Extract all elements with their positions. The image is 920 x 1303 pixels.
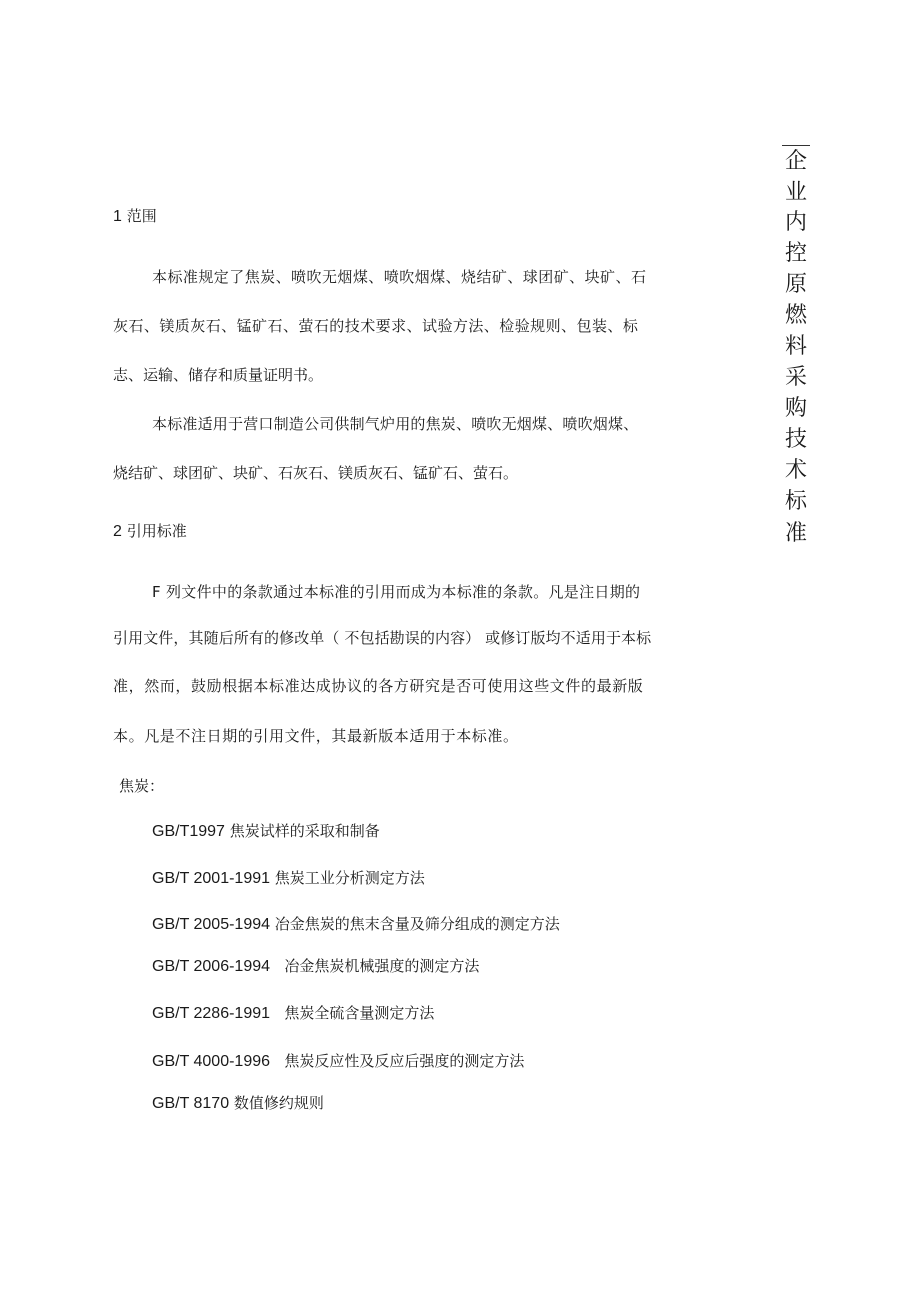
title-char: 料 <box>784 334 807 359</box>
coke-label: 焦炭： <box>119 777 165 795</box>
paragraph-line: 本标准适用于营口制造公司供制气炉用的焦炭、喷吹无烟煤、喷吹烟煤、 <box>152 415 639 433</box>
paragraph-line: 烧结矿、球团矿、块矿、石灰石、镁质灰石、锰矿石、萤石。 <box>113 464 519 482</box>
title-char: 技 <box>784 427 807 452</box>
title-char: 原 <box>784 272 807 297</box>
paragraph-line: 本标准规定了焦炭、喷吹无烟煤、喷吹烟煤、烧结矿、球团矿、块矿、石 <box>152 268 647 286</box>
title-char: 准 <box>784 521 807 546</box>
reference-item: GB/T 8170 数值修约规则 <box>152 1094 324 1112</box>
section-1-heading: 1 范围 <box>113 207 157 225</box>
reference-item: GB/T 2286-1991 焦炭全硫含量测定方法 <box>152 1004 435 1022</box>
title-char: 标 <box>784 489 807 514</box>
title-rule <box>782 145 810 146</box>
reference-item: GB/T 2005-1994 冶金焦炭的焦末含量及筛分组成的测定方法 <box>152 915 560 933</box>
title-char: 业 <box>784 180 807 205</box>
paragraph-line: 志、运输、储存和质量证明书。 <box>113 366 324 384</box>
paragraph-line: 本。凡是不注日期的引用文件，其最新版本适用于本标准。 <box>113 727 519 745</box>
paragraph-line: F 列文件中的条款通过本标准的引用而成为本标准的条款。凡是注日期的 <box>152 583 641 601</box>
section-2-heading: 2 引用标准 <box>113 522 187 540</box>
title-char: 内 <box>784 210 807 235</box>
title-char: 控 <box>784 241 807 266</box>
reference-item: GB/T 2006-1994 冶金焦炭机械强度的测定方法 <box>152 957 480 975</box>
title-char: 采 <box>784 365 807 390</box>
reference-item: GB/T 4000-1996 焦炭反应性及反应后强度的测定方法 <box>152 1052 525 1070</box>
paragraph-line: 引用文件，其随后所有的修改单（ 不包括勘误的内容） 或修订版均不适用于本标 <box>113 629 652 647</box>
paragraph-line: 灰石、镁质灰石、锰矿石、萤石的技术要求、试验方法、检验规则、包装、标 <box>113 317 639 335</box>
title-char: 燃 <box>784 303 807 328</box>
title-char: 术 <box>784 458 807 483</box>
paragraph-line: 准，然而，鼓励根据本标准达成协议的各方研究是否可使用这些文件的最新版 <box>113 677 644 695</box>
title-char: 购 <box>784 396 807 421</box>
title-char: 企 <box>784 149 807 174</box>
reference-item: GB/T 2001-1991 焦炭工业分析测定方法 <box>152 869 425 887</box>
reference-item: GB/T1997 焦炭试样的采取和制备 <box>152 822 380 840</box>
